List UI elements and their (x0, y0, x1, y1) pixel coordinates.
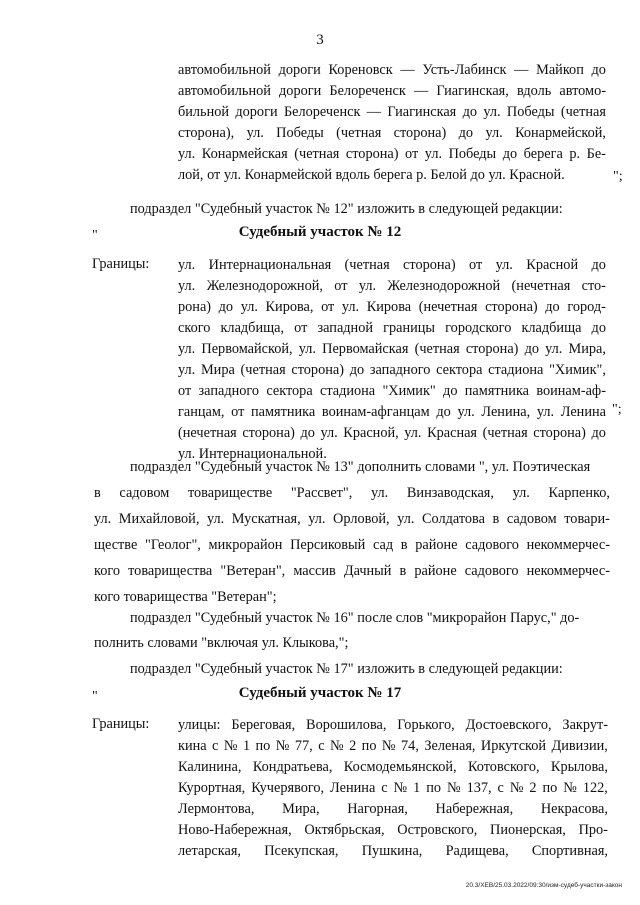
word: дороги (278, 62, 321, 78)
word: сто- (581, 278, 606, 294)
word: № (223, 738, 238, 754)
word: Ленина, (481, 404, 531, 420)
word: западного (198, 383, 260, 399)
word: с (497, 780, 504, 796)
word: (четная (344, 257, 390, 273)
word: в (400, 537, 408, 553)
word: ул. (483, 104, 501, 120)
word: вдоль (516, 83, 552, 99)
word: воинам-афганцам (321, 404, 430, 420)
boundaries-label: Границы: (92, 716, 150, 732)
word: Космодемьянской, (343, 759, 457, 775)
word: летарская, (178, 843, 241, 859)
word: "Химик", (549, 362, 606, 378)
text-line (178, 319, 606, 337)
word: (четная (482, 425, 528, 441)
word: товарищества (128, 563, 213, 579)
word: Дивизии, (551, 738, 608, 754)
word: № (563, 780, 577, 796)
word: Пушкина, (361, 843, 423, 859)
word: от (321, 299, 335, 315)
word: от (405, 146, 419, 162)
word: до (524, 341, 540, 357)
word: № (509, 780, 524, 796)
word: ул. (495, 257, 513, 273)
word: ул. (424, 146, 443, 162)
word: (четная (414, 341, 460, 357)
word: Красной (526, 257, 579, 273)
word: Ленина (560, 404, 606, 420)
amendment-paragraph-17: подраздел "Судебный участок № 17" изложить в следующей редакции: (130, 661, 563, 677)
word: 1 (413, 780, 421, 796)
word: рона) (178, 299, 212, 315)
word: до (218, 299, 234, 315)
word: Конармейская (201, 146, 288, 162)
word: сад (372, 537, 394, 553)
text-line (94, 510, 610, 528)
word: ул. (371, 485, 389, 501)
word: Кондратьева, (252, 759, 333, 775)
text-line (178, 277, 606, 295)
word: 77, (294, 738, 313, 754)
word: ул. (512, 485, 530, 501)
word: ул. (178, 362, 196, 378)
word: Ленина (330, 780, 376, 796)
word: Мускатная, (231, 511, 301, 527)
word: кина (178, 738, 207, 754)
closing-quote: "; (612, 402, 622, 417)
text-line (178, 124, 606, 142)
word: сторона) (345, 146, 399, 162)
text-line: полнить словами "включая ул. Клыкова,"; (94, 635, 349, 651)
word: до (591, 320, 606, 336)
word: Белореченск (283, 104, 361, 120)
word: Винзаводская, (406, 485, 494, 501)
text-line (178, 737, 608, 755)
word: до (502, 146, 518, 162)
word: Горького, (397, 717, 455, 733)
word: бильной (178, 104, 230, 120)
text-line (178, 361, 606, 379)
word: от (231, 404, 245, 420)
text-line: подраздел "Судебный участок № 13" дополнить словами ", ул. Поэтическая (130, 459, 591, 475)
text-line (178, 842, 608, 860)
word: Железнодорожной (387, 278, 501, 294)
word: от (178, 383, 192, 399)
word: "Химик" (382, 383, 436, 399)
word: автомо- (559, 83, 606, 99)
text-line (178, 61, 606, 79)
word: (четная (560, 104, 606, 120)
text-line (178, 145, 606, 163)
word: ул. (240, 299, 258, 315)
word: Кучерявого, (251, 780, 325, 796)
word: Котовского, (467, 759, 540, 775)
word: стадиона (319, 383, 376, 399)
section-heading: Судебный участок № 12 (238, 224, 402, 240)
text-line: подраздел "Судебный участок № 16" после слов "микрорайон Парус," до- (130, 610, 580, 626)
word: Конармейской, (515, 125, 606, 141)
word: Мира, (568, 341, 606, 357)
text-line (94, 536, 610, 554)
word: до (591, 425, 606, 441)
word: Некрасова, (540, 801, 608, 817)
word: дороги (235, 104, 278, 120)
word: Пионерская, (490, 822, 566, 838)
closing-quote: "; (613, 169, 623, 184)
word: Кирова, (265, 299, 314, 315)
word: 1 (242, 738, 251, 754)
text-line (178, 403, 606, 421)
word: 2 (349, 738, 357, 754)
word: сторона) (485, 299, 538, 315)
text-line (178, 256, 606, 274)
word: до (300, 425, 315, 441)
word: ул. (485, 125, 503, 141)
word: Победы (506, 104, 555, 120)
text-line (178, 340, 606, 358)
word: Красная (427, 425, 478, 441)
word: (четная (336, 125, 382, 141)
word: сторона) (403, 257, 456, 273)
word: памятника (251, 404, 316, 420)
text-line (178, 103, 606, 121)
word: Береговая, (231, 717, 296, 733)
word: по (361, 738, 377, 754)
word: автомобильной (178, 83, 271, 99)
word: № (329, 738, 344, 754)
word: кладбища, (220, 320, 285, 336)
word: Майкоп (536, 62, 584, 78)
word: ул. (178, 278, 196, 294)
word: — (366, 104, 382, 120)
word: садового (465, 537, 519, 553)
word: Мира (200, 362, 235, 378)
word: № (275, 738, 290, 754)
word: сторона) (465, 341, 519, 357)
word: Победы (448, 146, 497, 162)
word: Михайловой, (118, 511, 200, 527)
word: Бе- (586, 146, 606, 162)
word: Октябрьская, (304, 822, 385, 838)
word: (четная (294, 146, 340, 162)
word: р. (569, 146, 581, 162)
word: по (255, 738, 271, 754)
text-line (178, 82, 606, 100)
word: Солдатова (421, 511, 485, 527)
word: до (591, 257, 606, 273)
word: ул. (94, 511, 112, 527)
word: "Ветеран", (220, 563, 286, 579)
word: от (469, 257, 483, 273)
word: районе (414, 563, 457, 579)
text-line (178, 821, 608, 839)
word: с (381, 780, 388, 796)
word: 122, (582, 780, 608, 796)
word: Радищева, (445, 843, 509, 859)
word: ул. (178, 341, 196, 357)
word: сектора (436, 362, 483, 378)
word: Лермонтова, (178, 801, 255, 817)
word: некоммерчес- (526, 537, 610, 553)
word: западного (369, 362, 431, 378)
word: до (458, 125, 474, 141)
text-line: ул. Интернациональной. (178, 446, 327, 462)
text-line: кого товарищества "Ветеран"; (94, 589, 277, 605)
document-footer-code: 20.3/ХЕВ/25.03.2022/09:30/изм-судеб-участки-закон (465, 882, 622, 889)
word: Белореченск (329, 83, 406, 99)
opening-quote: " (92, 689, 98, 704)
text-line: лой, от ул. Конармейской вдоль берега р. Белой до ул. Красной. (178, 167, 565, 183)
word: по (542, 780, 558, 796)
word: некоммерчес- (526, 563, 610, 579)
word: улицы: (178, 717, 221, 733)
word: автомобильной (178, 62, 271, 78)
word: Мира, (282, 801, 320, 817)
word: ществе (94, 537, 138, 553)
word: ул. (536, 404, 555, 420)
word: микрорайон (208, 537, 283, 553)
word: ул. (320, 425, 338, 441)
word: 2 (529, 780, 537, 796)
word: Кореновск (328, 62, 393, 78)
word: стадиона (488, 362, 544, 378)
word: городского (445, 320, 512, 336)
word: от (294, 320, 308, 336)
word: массив (293, 563, 336, 579)
word: до (349, 362, 365, 378)
word: Спортивная, (531, 843, 608, 859)
boundaries-label: Границы: (92, 256, 150, 272)
word: до (591, 62, 606, 78)
word: ского (178, 320, 211, 336)
word: ул. (178, 257, 196, 273)
word: ул. (178, 146, 196, 162)
word: Железнодорожной, (206, 278, 323, 294)
word: в (399, 563, 407, 579)
word: город- (567, 299, 606, 315)
text-line (178, 716, 608, 734)
word: сектора (266, 383, 313, 399)
word: в (492, 511, 500, 527)
word: воинам-аф- (536, 383, 606, 399)
word: Дачный (343, 563, 392, 579)
word: Нагорная, (347, 801, 408, 817)
word: Первомайской, (201, 341, 293, 357)
word: сторона) (242, 425, 295, 441)
word: Иркутской (480, 738, 547, 754)
word: Карпенко, (548, 485, 610, 501)
word: сторона) (291, 362, 344, 378)
word: (нечетная (418, 299, 478, 315)
word: Набережная, (435, 801, 514, 817)
word: — (413, 83, 429, 99)
word: 74, (401, 738, 419, 754)
text-line (178, 298, 606, 316)
word: ул. (206, 511, 225, 527)
word: с (212, 738, 219, 754)
word: памятника (464, 383, 530, 399)
word: Закрут- (562, 717, 608, 733)
word: Про- (578, 822, 608, 838)
word: Достоевского, (465, 717, 552, 733)
word: — (400, 62, 415, 78)
word: Усть-Лабинск (422, 62, 507, 78)
word: ул. (246, 125, 264, 141)
word: 137, (466, 780, 492, 796)
word: по (426, 780, 442, 796)
word: Зеленая, (424, 738, 476, 754)
word: № (446, 780, 461, 796)
word: районе (415, 537, 458, 553)
word: ул. (404, 425, 422, 441)
word: товари- (564, 511, 610, 527)
word: (нечетная (511, 278, 571, 294)
word: Гиагинская (387, 104, 457, 120)
text-line (178, 800, 608, 818)
text-line (94, 562, 610, 580)
word: до (436, 404, 451, 420)
word: "Геолог", (145, 537, 201, 553)
word: Орловой, (333, 511, 390, 527)
word: сторона) (533, 425, 586, 441)
word: садовом (506, 511, 557, 527)
opening-quote: " (92, 228, 98, 243)
word: ул. (358, 278, 377, 294)
word: Калинина, (178, 759, 242, 775)
section-heading: Судебный участок № 17 (238, 685, 402, 701)
word: границы (383, 320, 436, 336)
word: до (443, 383, 458, 399)
word: Первомайская (322, 341, 409, 357)
word: в (94, 485, 101, 501)
word: Красной, (343, 425, 399, 441)
word: садового (464, 563, 519, 579)
word: кого (94, 563, 121, 579)
page-number: 3 (316, 32, 324, 48)
word: Персиковый (290, 537, 366, 553)
word: — (514, 62, 529, 78)
word: дороги (279, 83, 322, 99)
word: Курортная, (178, 780, 246, 796)
word: до (462, 104, 478, 120)
word: Ново-Набережная, (178, 822, 292, 838)
word: "Рассвет", (290, 485, 353, 501)
word: ул. (298, 341, 316, 357)
word: Гиагинская, (436, 83, 509, 99)
word: Кирова (366, 299, 412, 315)
word: товариществе (187, 485, 273, 501)
word: Интернациональная (208, 257, 332, 273)
word: № (393, 780, 408, 796)
word: № (381, 738, 396, 754)
word: (нечетная (178, 425, 237, 441)
word: сторона) (393, 125, 447, 141)
word: Победы (276, 125, 324, 141)
text-line (178, 382, 606, 400)
word: ул. (341, 299, 360, 315)
word: Крылова, (550, 759, 608, 775)
word: (четная (240, 362, 286, 378)
amendment-paragraph: подраздел "Судебный участок № 12" изложить в следующей редакции: (130, 201, 563, 217)
word: ганцам, (178, 404, 225, 420)
word: садовом (119, 485, 170, 501)
word: ул. (457, 404, 475, 420)
word: кладбища (521, 320, 582, 336)
word: ул. (397, 511, 415, 527)
word: от (334, 278, 348, 294)
word: Псекупская, (264, 843, 339, 859)
word: Островского, (397, 822, 478, 838)
word: ул. (545, 341, 563, 357)
word: берега (523, 146, 563, 162)
word: ул. (308, 511, 326, 527)
word: с (318, 738, 325, 754)
text-line (94, 484, 610, 502)
word: западной (317, 320, 374, 336)
text-line (178, 758, 608, 776)
text-line (178, 424, 606, 442)
word: до (545, 299, 560, 315)
word: сторона), (178, 125, 235, 141)
text-line (178, 779, 608, 797)
word: Ворошилова, (306, 717, 387, 733)
